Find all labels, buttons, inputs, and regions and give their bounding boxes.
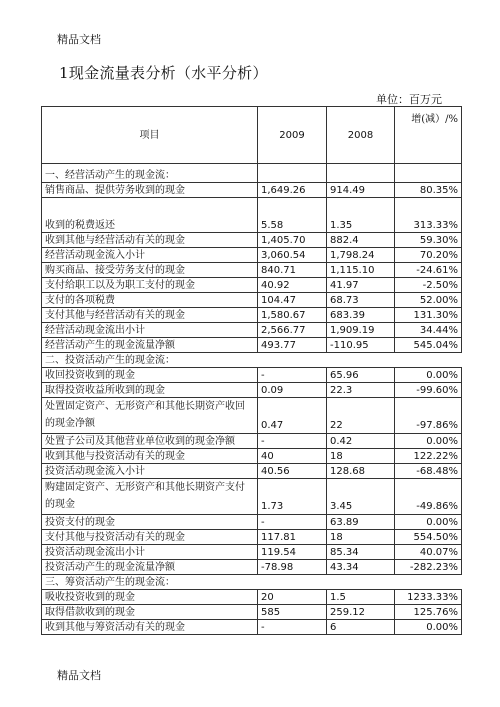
cell-2008: 1.5 <box>327 590 395 605</box>
cell-2008: 43.34 <box>327 560 395 575</box>
cell-2008: 22.3 <box>327 383 395 398</box>
table-row <box>42 263 462 278</box>
cell-2008: 22 <box>327 398 395 434</box>
cell-change: 52.00% <box>395 293 462 308</box>
cell-2008: 683.39 <box>327 308 395 323</box>
table-row <box>42 605 462 620</box>
table-row <box>42 515 462 530</box>
blank-row <box>42 198 462 213</box>
cell-2009: 1,405.70 <box>258 233 327 248</box>
cell-2009: 2,566.77 <box>258 323 327 338</box>
row-label: 支付的各项税费 <box>42 293 258 308</box>
cell-change: -49.86% <box>395 479 462 515</box>
table-row <box>42 183 462 198</box>
table-row <box>42 308 462 323</box>
table-row <box>42 530 462 545</box>
table-row <box>42 620 462 635</box>
cell-change: 1233.33% <box>395 590 462 605</box>
cell-2009: 20 <box>258 590 327 605</box>
cell-2009: 1,580.67 <box>258 308 327 323</box>
row-label: 购买商品、接受劳务支付的现金 <box>42 263 258 278</box>
table-row <box>42 479 462 515</box>
row-label: 取得投资收益所收到的现金 <box>42 383 258 398</box>
cell-2009: 40.56 <box>258 464 327 479</box>
table-row <box>42 383 462 398</box>
table-header-row <box>42 107 462 164</box>
unit-label: 单位：百万元 <box>376 93 442 106</box>
cell-2008: 41.97 <box>327 278 395 293</box>
cell-2009: 1.73 <box>258 479 327 515</box>
row-label: 经营活动现金流入小计 <box>42 248 258 263</box>
table-row <box>42 434 462 449</box>
cell-change: -99.60% <box>395 383 462 398</box>
row-label: 收到其他与经营活动有关的现金 <box>42 233 258 248</box>
cell-2009: 0.09 <box>258 383 327 398</box>
cell-2008: 63.89 <box>327 515 395 530</box>
cell-2008: 882.4 <box>327 233 395 248</box>
cell-2008: -110.95 <box>327 338 395 353</box>
cell-change: 80.35% <box>395 183 462 198</box>
table-row <box>42 464 462 479</box>
section-title: 二、投资活动产生的现金流： <box>42 353 462 368</box>
cell-change: 59.30% <box>395 233 462 248</box>
cell-2009: 3,060.54 <box>258 248 327 263</box>
row-label: 收到的税费返还 <box>42 212 258 233</box>
cell-change: -282.23% <box>395 560 462 575</box>
col-header-change: 增(减）/% <box>395 107 462 164</box>
row-label: 处置子公司及其他营业单位收到的现金净额 <box>42 434 258 449</box>
row-label: 销售商品、提供劳务收到的现金 <box>42 183 258 198</box>
cell-2008: 1,798.24 <box>327 248 395 263</box>
cell-change: 131.30% <box>395 308 462 323</box>
table-row <box>42 398 462 434</box>
table-row <box>42 212 462 233</box>
cell-2009: - <box>258 620 327 635</box>
cell-2009: 104.47 <box>258 293 327 308</box>
cell-2009: 40.92 <box>258 278 327 293</box>
cell-2008: 18 <box>327 530 395 545</box>
table-row <box>42 233 462 248</box>
cell-2008: 1.35 <box>327 212 395 233</box>
row-label: 收到其他与投资活动有关的现金 <box>42 449 258 464</box>
cell-2009: - <box>258 368 327 383</box>
cell-2008: 85.34 <box>327 545 395 560</box>
cell-2009: -78.98 <box>258 560 327 575</box>
cell-change: 0.00% <box>395 620 462 635</box>
cell-2009: 40 <box>258 449 327 464</box>
cell-2008: 18 <box>327 449 395 464</box>
cash-flow-table <box>41 106 462 635</box>
section-title: 三、筹资活动产生的现金流： <box>42 575 462 590</box>
cell-2008: 1,909.19 <box>327 323 395 338</box>
cell-change: -97.86% <box>395 398 462 434</box>
table-row <box>42 449 462 464</box>
cell-2009: 493.77 <box>258 338 327 353</box>
cell-change: -2.50% <box>395 278 462 293</box>
row-label: 吸收投资收到的现金 <box>42 590 258 605</box>
cell-2008: 1,115.10 <box>327 263 395 278</box>
col-header-2008: 2008 <box>327 107 395 164</box>
cell-change: 122.22% <box>395 449 462 464</box>
cell-2008: 128.68 <box>327 464 395 479</box>
cell-change: 545.04% <box>395 338 462 353</box>
cell-2009: 1,649.26 <box>258 183 327 198</box>
table-row <box>42 248 462 263</box>
row-label: 处置固定资产、无形资产和其他长期资产收回的现金净额 <box>42 398 258 434</box>
row-label: 收回投资收到的现金 <box>42 368 258 383</box>
section-row-financing <box>42 575 462 590</box>
cell-change: 34.44% <box>395 323 462 338</box>
row-label: 经营活动产生的现金流量净额 <box>42 338 258 353</box>
section-row-investing <box>42 353 462 368</box>
cell-2009: - <box>258 434 327 449</box>
cell-2009: 0.47 <box>258 398 327 434</box>
table-row <box>42 368 462 383</box>
cell-2009: 5.58 <box>258 212 327 233</box>
row-label: 支付给职工以及为职工支付的现金 <box>42 278 258 293</box>
table-row <box>42 560 462 575</box>
table-row <box>42 323 462 338</box>
row-label: 经营活动现金流出小计 <box>42 323 258 338</box>
section-row-operating <box>42 164 462 183</box>
cell-2009: 117.81 <box>258 530 327 545</box>
cell-change: 0.00% <box>395 515 462 530</box>
col-header-item: 项目 <box>42 107 258 164</box>
table-row <box>42 545 462 560</box>
table-row <box>42 590 462 605</box>
page-header: 精品文档 <box>57 33 101 46</box>
cell-2008: 6 <box>327 620 395 635</box>
section-title: 一、经营活动产生的现金流： <box>42 164 258 183</box>
row-label: 购建固定资产、无形资产和其他长期资产支付的现金 <box>42 479 258 515</box>
cell-2009: 840.71 <box>258 263 327 278</box>
cell-change: 0.00% <box>395 434 462 449</box>
cell-change: 40.07% <box>395 545 462 560</box>
cell-change: -24.61% <box>395 263 462 278</box>
cell-2008: 914.49 <box>327 183 395 198</box>
cell-2008: 3.45 <box>327 479 395 515</box>
cell-change: 70.20% <box>395 248 462 263</box>
table-row <box>42 293 462 308</box>
cell-change: 125.76% <box>395 605 462 620</box>
cell-2008: 0.42 <box>327 434 395 449</box>
cell-2009: 585 <box>258 605 327 620</box>
row-label: 支付其他与投资活动有关的现金 <box>42 530 258 545</box>
page-footer: 精品文档 <box>57 669 101 682</box>
table-row <box>42 338 462 353</box>
cell-change: 554.50% <box>395 530 462 545</box>
row-label: 取得借款收到的现金 <box>42 605 258 620</box>
cell-2009: 119.54 <box>258 545 327 560</box>
row-label: 投资活动现金流入小计 <box>42 464 258 479</box>
row-label: 支付其他与经营活动有关的现金 <box>42 308 258 323</box>
row-label: 投资活动产生的现金流量净额 <box>42 560 258 575</box>
row-label: 投资活动现金流出小计 <box>42 545 258 560</box>
cell-change: 0.00% <box>395 368 462 383</box>
cell-2008: 65.96 <box>327 368 395 383</box>
cell-2008: 68.73 <box>327 293 395 308</box>
cell-change: 313.33% <box>395 212 462 233</box>
cell-2008: 259.12 <box>327 605 395 620</box>
cell-change: -68.48% <box>395 464 462 479</box>
row-label: 投资支付的现金 <box>42 515 258 530</box>
cell-2009: - <box>258 515 327 530</box>
report-title: 1现金流量表分析（水平分析） <box>59 64 268 82</box>
table-row <box>42 278 462 293</box>
row-label: 收到其他与筹资活动有关的现金 <box>42 620 258 635</box>
col-header-2009: 2009 <box>258 107 327 164</box>
